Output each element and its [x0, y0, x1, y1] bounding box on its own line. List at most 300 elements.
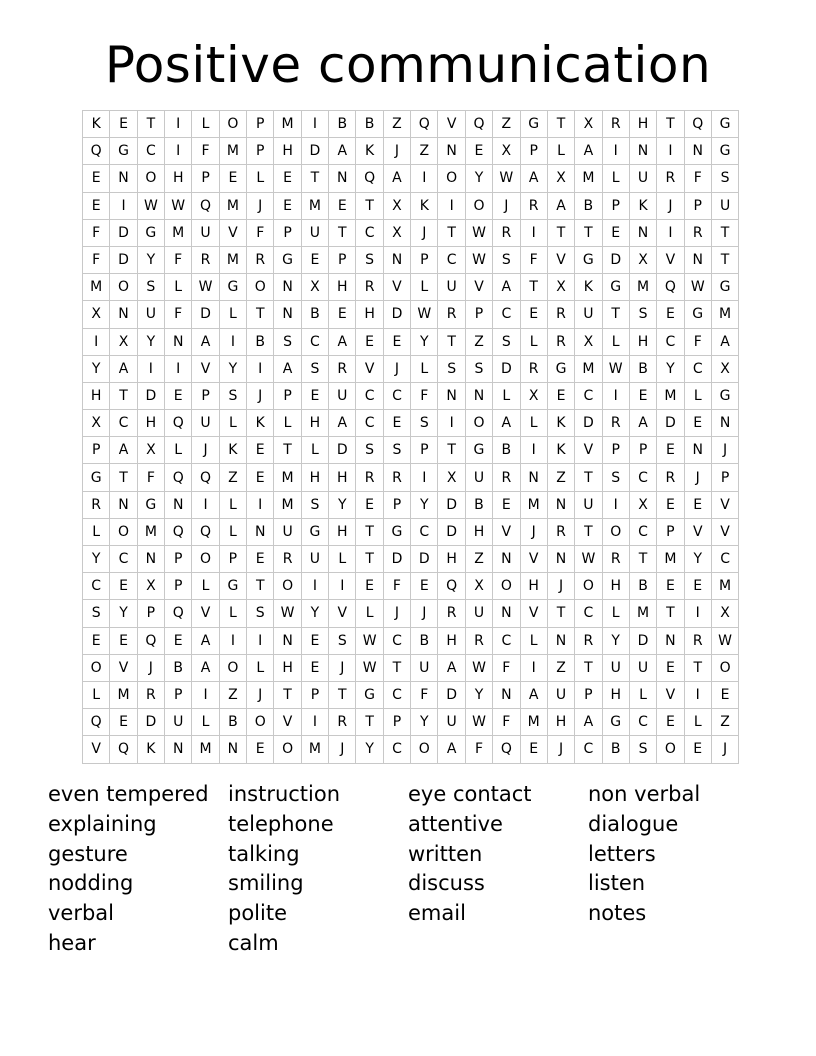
grid-letter-cell: X [493, 138, 520, 165]
grid-letter-cell: C [411, 518, 438, 545]
grid-letter-cell: D [110, 246, 137, 273]
grid-letter-cell: M [165, 219, 192, 246]
grid-letter-cell: C [575, 382, 602, 409]
grid-letter-cell: S [493, 246, 520, 273]
grid-letter-cell: V [274, 709, 301, 736]
grid-letter-cell: H [274, 138, 301, 165]
grid-letter-cell: H [629, 328, 656, 355]
grid-letter-cell: K [219, 437, 246, 464]
grid-letter-cell: T [356, 709, 383, 736]
grid-letter-cell: O [493, 573, 520, 600]
grid-letter-cell: I [329, 573, 356, 600]
grid-letter-cell: I [165, 138, 192, 165]
grid-letter-cell: B [219, 709, 246, 736]
grid-letter-cell: Y [83, 355, 110, 382]
grid-letter-cell: P [274, 219, 301, 246]
grid-letter-cell: E [301, 627, 328, 654]
grid-letter-cell: G [110, 138, 137, 165]
grid-letter-cell: R [137, 681, 164, 708]
grid-letter-cell: E [520, 301, 547, 328]
grid-letter-cell: E [629, 382, 656, 409]
grid-letter-cell: T [110, 382, 137, 409]
grid-letter-cell: M [711, 573, 738, 600]
grid-letter-cell: Q [110, 736, 137, 763]
grid-letter-cell: Q [165, 518, 192, 545]
grid-letter-cell: D [192, 301, 219, 328]
grid-letter-cell: S [629, 736, 656, 763]
word-column-2 [228, 780, 403, 959]
grid-letter-cell: V [465, 274, 492, 301]
grid-letter-cell: S [711, 165, 738, 192]
grid-letter-cell: F [137, 464, 164, 491]
word-list-item: nodding [48, 871, 134, 896]
grid-letter-cell: I [247, 627, 274, 654]
grid-letter-cell: C [629, 518, 656, 545]
grid-letter-cell: I [137, 355, 164, 382]
grid-letter-cell: S [493, 328, 520, 355]
grid-letter-cell: S [274, 328, 301, 355]
grid-letter-cell: E [110, 709, 137, 736]
grid-row [83, 600, 739, 627]
grid-letter-cell: B [165, 654, 192, 681]
word-list-item: gesture [48, 841, 128, 866]
grid-letter-cell: L [274, 410, 301, 437]
grid-letter-cell: S [629, 301, 656, 328]
grid-letter-cell: T [657, 600, 684, 627]
grid-letter-cell: M [657, 546, 684, 573]
word-list-item: telephone [228, 811, 334, 836]
grid-letter-cell: X [137, 573, 164, 600]
grid-letter-cell: E [110, 573, 137, 600]
grid-letter-cell: C [356, 382, 383, 409]
grid-letter-cell: A [274, 355, 301, 382]
grid-letter-cell: L [247, 165, 274, 192]
grid-letter-cell: E [329, 192, 356, 219]
grid-row [83, 546, 739, 573]
grid-letter-cell: I [602, 138, 629, 165]
grid-letter-cell: E [110, 111, 137, 138]
grid-letter-cell: H [602, 681, 629, 708]
grid-letter-cell: A [329, 410, 356, 437]
grid-letter-cell: M [274, 491, 301, 518]
grid-letter-cell: J [547, 573, 574, 600]
grid-letter-cell: G [684, 301, 711, 328]
grid-letter-cell: T [110, 464, 137, 491]
grid-letter-cell: N [110, 491, 137, 518]
grid-letter-cell: V [110, 654, 137, 681]
grid-letter-cell: J [684, 464, 711, 491]
grid-letter-cell: T [602, 301, 629, 328]
grid-letter-cell: C [629, 464, 656, 491]
grid-letter-cell: P [192, 165, 219, 192]
grid-letter-cell: T [684, 654, 711, 681]
grid-letter-cell: B [629, 355, 656, 382]
grid-letter-cell: G [711, 274, 738, 301]
grid-letter-cell: E [657, 301, 684, 328]
grid-letter-cell: R [602, 410, 629, 437]
grid-letter-cell: K [547, 437, 574, 464]
grid-letter-cell: A [192, 627, 219, 654]
grid-letter-cell: U [301, 546, 328, 573]
grid-letter-cell: L [411, 355, 438, 382]
grid-letter-cell: T [438, 328, 465, 355]
grid-letter-cell: E [165, 382, 192, 409]
grid-letter-cell: D [575, 410, 602, 437]
grid-letter-cell: X [711, 355, 738, 382]
grid-letter-cell: D [438, 681, 465, 708]
grid-letter-cell: R [247, 246, 274, 273]
grid-letter-cell: N [329, 165, 356, 192]
grid-letter-cell: R [274, 546, 301, 573]
grid-letter-cell: E [411, 573, 438, 600]
word-column-1 [48, 780, 223, 959]
grid-letter-cell: S [301, 355, 328, 382]
grid-letter-cell: F [83, 246, 110, 273]
grid-letter-cell: L [684, 709, 711, 736]
grid-row [83, 111, 739, 138]
grid-letter-cell: V [575, 437, 602, 464]
grid-letter-cell: N [465, 382, 492, 409]
grid-letter-cell: Y [329, 491, 356, 518]
grid-letter-cell: P [465, 301, 492, 328]
grid-letter-cell: I [301, 709, 328, 736]
grid-letter-cell: I [110, 192, 137, 219]
grid-letter-cell: O [465, 410, 492, 437]
grid-row [83, 681, 739, 708]
grid-letter-cell: J [247, 382, 274, 409]
grid-letter-cell: H [438, 546, 465, 573]
grid-letter-cell: S [329, 627, 356, 654]
grid-letter-cell: Y [465, 681, 492, 708]
grid-letter-cell: I [301, 111, 328, 138]
grid-letter-cell: P [711, 464, 738, 491]
grid-letter-cell: I [438, 192, 465, 219]
grid-letter-cell: I [192, 491, 219, 518]
grid-letter-cell: E [684, 736, 711, 763]
grid-letter-cell: D [137, 709, 164, 736]
grid-letter-cell: A [192, 328, 219, 355]
grid-letter-cell: O [83, 654, 110, 681]
grid-letter-cell: R [329, 355, 356, 382]
grid-letter-cell: W [137, 192, 164, 219]
word-list-item: letters [588, 841, 656, 866]
grid-letter-cell: Y [657, 355, 684, 382]
grid-letter-cell: D [301, 138, 328, 165]
grid-letter-cell: E [684, 573, 711, 600]
grid-letter-cell: U [411, 654, 438, 681]
grid-letter-cell: W [711, 627, 738, 654]
grid-letter-cell: I [520, 654, 547, 681]
grid-letter-cell: E [602, 219, 629, 246]
grid-letter-cell: S [465, 355, 492, 382]
grid-letter-cell: T [301, 165, 328, 192]
grid-letter-cell: L [165, 274, 192, 301]
grid-letter-cell: E [274, 192, 301, 219]
grid-letter-cell: H [602, 573, 629, 600]
grid-letter-cell: Y [137, 328, 164, 355]
grid-row [83, 355, 739, 382]
grid-letter-cell: N [629, 138, 656, 165]
grid-letter-cell: R [684, 219, 711, 246]
grid-letter-cell: E [383, 328, 410, 355]
grid-letter-cell: H [329, 274, 356, 301]
grid-letter-cell: U [192, 219, 219, 246]
word-column-3 [408, 780, 583, 929]
grid-letter-cell: K [83, 111, 110, 138]
grid-letter-cell: C [438, 246, 465, 273]
grid-letter-cell: P [411, 437, 438, 464]
grid-letter-cell: Z [411, 138, 438, 165]
grid-letter-cell: D [602, 246, 629, 273]
grid-letter-cell: C [356, 410, 383, 437]
grid-letter-cell: R [493, 464, 520, 491]
grid-row [83, 165, 739, 192]
grid-letter-cell: N [137, 546, 164, 573]
grid-letter-cell: N [711, 410, 738, 437]
grid-letter-cell: T [329, 219, 356, 246]
grid-letter-cell: F [411, 681, 438, 708]
grid-letter-cell: Z [383, 111, 410, 138]
grid-letter-cell: F [165, 246, 192, 273]
grid-letter-cell: L [520, 627, 547, 654]
grid-letter-cell: T [356, 192, 383, 219]
grid-row [83, 328, 739, 355]
grid-letter-cell: P [247, 111, 274, 138]
grid-letter-cell: P [602, 192, 629, 219]
grid-letter-cell: G [301, 518, 328, 545]
grid-letter-cell: J [520, 518, 547, 545]
grid-letter-cell: R [356, 274, 383, 301]
grid-letter-cell: C [575, 736, 602, 763]
grid-letter-cell: K [575, 274, 602, 301]
grid-letter-cell: W [493, 165, 520, 192]
grid-letter-cell: D [438, 491, 465, 518]
grid-letter-cell: F [684, 328, 711, 355]
grid-letter-cell: J [329, 654, 356, 681]
grid-letter-cell: E [684, 410, 711, 437]
grid-letter-cell: Y [602, 627, 629, 654]
grid-letter-cell: H [301, 464, 328, 491]
grid-letter-cell: O [274, 573, 301, 600]
grid-letter-cell: X [137, 437, 164, 464]
grid-letter-cell: W [465, 246, 492, 273]
grid-letter-cell: Y [411, 328, 438, 355]
grid-letter-cell: Y [137, 246, 164, 273]
grid-letter-cell: R [329, 709, 356, 736]
grid-letter-cell: C [711, 546, 738, 573]
grid-letter-cell: N [165, 736, 192, 763]
grid-letter-cell: L [192, 111, 219, 138]
grid-letter-cell: R [356, 464, 383, 491]
grid-letter-cell: X [383, 192, 410, 219]
grid-letter-cell: Q [493, 736, 520, 763]
word-list-item: smiling [228, 871, 304, 896]
grid-letter-cell: C [383, 382, 410, 409]
grid-letter-cell: W [192, 274, 219, 301]
grid-letter-cell: G [137, 219, 164, 246]
grid-row [83, 518, 739, 545]
grid-letter-cell: B [629, 573, 656, 600]
grid-letter-cell: Y [356, 736, 383, 763]
grid-letter-cell: P [575, 681, 602, 708]
grid-letter-cell: Z [493, 111, 520, 138]
grid-letter-cell: L [356, 600, 383, 627]
grid-letter-cell: T [247, 573, 274, 600]
grid-letter-cell: W [411, 301, 438, 328]
grid-letter-cell: M [520, 709, 547, 736]
grid-letter-cell: C [301, 328, 328, 355]
grid-letter-cell: W [465, 219, 492, 246]
grid-letter-cell: G [137, 491, 164, 518]
grid-letter-cell: P [520, 138, 547, 165]
grid-letter-cell: M [83, 274, 110, 301]
grid-letter-cell: G [274, 246, 301, 273]
grid-letter-cell: R [547, 301, 574, 328]
grid-letter-cell: Q [657, 274, 684, 301]
grid-letter-cell: P [219, 546, 246, 573]
grid-letter-cell: O [247, 274, 274, 301]
grid-letter-cell: Q [438, 573, 465, 600]
grid-letter-cell: L [219, 410, 246, 437]
grid-letter-cell: X [629, 246, 656, 273]
grid-letter-cell: D [493, 355, 520, 382]
word-list [48, 780, 768, 970]
word-list-item: dialogue [588, 811, 679, 836]
grid-letter-cell: A [711, 328, 738, 355]
grid-letter-cell: K [247, 410, 274, 437]
grid-letter-cell: L [493, 382, 520, 409]
grid-letter-cell: V [219, 219, 246, 246]
word-list-item: instruction [228, 782, 341, 806]
grid-letter-cell: U [711, 192, 738, 219]
grid-letter-cell: U [465, 600, 492, 627]
grid-letter-cell: C [575, 600, 602, 627]
grid-letter-cell: U [137, 301, 164, 328]
word-list-item: hear [48, 930, 96, 955]
grid-letter-cell: X [575, 328, 602, 355]
grid-letter-cell: P [301, 681, 328, 708]
grid-letter-cell: T [657, 111, 684, 138]
grid-letter-cell: T [383, 654, 410, 681]
grid-letter-cell: O [110, 518, 137, 545]
grid-letter-cell: E [247, 546, 274, 573]
grid-letter-cell: N [165, 328, 192, 355]
grid-letter-cell: N [219, 736, 246, 763]
grid-letter-cell: U [575, 491, 602, 518]
grid-letter-cell: Z [547, 654, 574, 681]
grid-letter-cell: U [438, 709, 465, 736]
grid-letter-cell: F [465, 736, 492, 763]
word-list-item: non verbal [588, 782, 701, 806]
grid-letter-cell: C [383, 627, 410, 654]
grid-letter-cell: U [629, 165, 656, 192]
grid-letter-cell: Y [411, 709, 438, 736]
grid-letter-cell: O [219, 654, 246, 681]
grid-letter-cell: N [274, 627, 301, 654]
grid-letter-cell: Q [684, 111, 711, 138]
grid-letter-cell: P [192, 382, 219, 409]
grid-letter-cell: J [247, 192, 274, 219]
grid-letter-cell: W [684, 274, 711, 301]
grid-letter-cell: X [301, 274, 328, 301]
grid-letter-cell: M [219, 138, 246, 165]
grid-letter-cell: E [274, 165, 301, 192]
grid-letter-cell: V [493, 518, 520, 545]
grid-letter-cell: Y [411, 491, 438, 518]
grid-letter-cell: C [137, 138, 164, 165]
grid-letter-cell: H [438, 627, 465, 654]
grid-letter-cell: H [329, 518, 356, 545]
grid-letter-cell: Q [192, 518, 219, 545]
grid-letter-cell: S [247, 600, 274, 627]
word-search-grid [82, 110, 739, 764]
grid-letter-cell: N [383, 246, 410, 273]
grid-letter-cell: T [575, 219, 602, 246]
grid-row [83, 274, 739, 301]
grid-letter-cell: O [657, 736, 684, 763]
grid-letter-cell: J [247, 681, 274, 708]
grid-letter-cell: L [629, 681, 656, 708]
grid-letter-cell: L [602, 600, 629, 627]
grid-letter-cell: P [165, 573, 192, 600]
grid-letter-cell: J [192, 437, 219, 464]
grid-letter-cell: D [657, 410, 684, 437]
grid-letter-cell: P [137, 600, 164, 627]
grid-letter-cell: N [629, 219, 656, 246]
grid-letter-cell: R [493, 219, 520, 246]
grid-letter-cell: K [356, 138, 383, 165]
grid-letter-cell: U [438, 274, 465, 301]
grid-letter-cell: Q [83, 709, 110, 736]
grid-letter-cell: M [192, 736, 219, 763]
grid-letter-cell: N [274, 274, 301, 301]
grid-letter-cell: E [219, 165, 246, 192]
grid-letter-cell: L [520, 328, 547, 355]
grid-row [83, 192, 739, 219]
grid-letter-cell: I [247, 355, 274, 382]
grid-letter-cell: N [493, 546, 520, 573]
grid-letter-cell: M [301, 736, 328, 763]
grid-row [83, 573, 739, 600]
grid-letter-cell: F [411, 382, 438, 409]
word-list-item: even tempered [48, 782, 209, 806]
grid-letter-cell: I [602, 382, 629, 409]
grid-letter-cell: T [247, 301, 274, 328]
grid-letter-cell: E [356, 573, 383, 600]
grid-letter-cell: R [438, 600, 465, 627]
grid-letter-cell: A [575, 709, 602, 736]
grid-letter-cell: O [247, 709, 274, 736]
grid-letter-cell: R [602, 111, 629, 138]
grid-letter-cell: O [465, 192, 492, 219]
grid-letter-cell: I [219, 627, 246, 654]
grid-letter-cell: L [301, 437, 328, 464]
grid-row [83, 382, 739, 409]
grid-letter-cell: C [383, 681, 410, 708]
grid-letter-cell: C [629, 709, 656, 736]
grid-letter-cell: J [383, 138, 410, 165]
grid-letter-cell: U [274, 518, 301, 545]
grid-letter-cell: T [547, 111, 574, 138]
word-list-item: email [408, 901, 466, 926]
grid-letter-cell: V [684, 518, 711, 545]
grid-letter-cell: U [575, 301, 602, 328]
grid-letter-cell: E [329, 301, 356, 328]
grid-letter-cell: E [301, 654, 328, 681]
grid-letter-cell: Q [411, 111, 438, 138]
grid-letter-cell: S [411, 410, 438, 437]
grid-letter-cell: E [520, 736, 547, 763]
